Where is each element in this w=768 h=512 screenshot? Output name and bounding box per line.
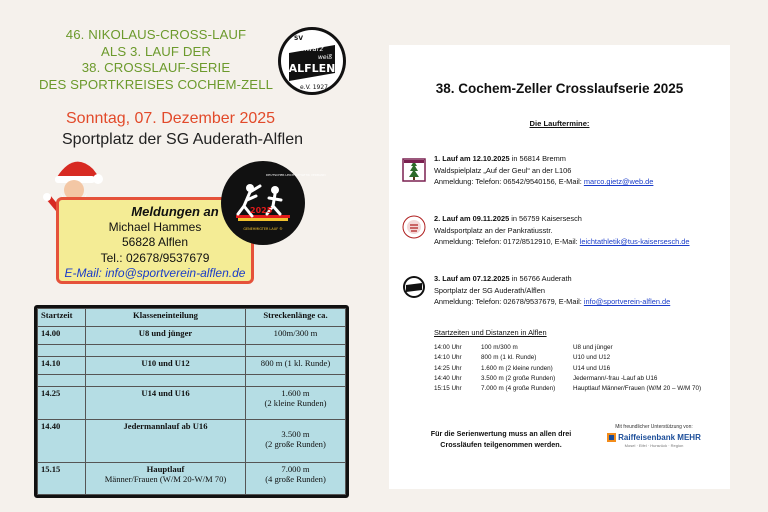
dlv-org: DEUTSCHER LEICHTATHLETIK VERBAND	[266, 173, 326, 177]
list-item: 14:10 Uhr 800 m (1 kl. Runde) U10 und U12	[434, 354, 611, 362]
race-1-venue: Waldspielplatz „Auf der Geul“ an der L106	[434, 165, 572, 175]
event-date: Sonntag, 07. Dezember 2025	[66, 110, 276, 127]
table-row	[38, 357, 346, 375]
list-item: 14:00 Uhr 100 m/300 m U8 und jünger	[434, 344, 613, 351]
race-1	[434, 153, 653, 188]
dlv-year: 2025	[250, 206, 273, 215]
table-row	[38, 419, 346, 462]
bremm-crest-icon	[402, 158, 426, 182]
table-spacer	[38, 375, 346, 387]
race-2	[434, 213, 690, 248]
registration-phone: Tel.: 02678/9537679	[100, 250, 210, 265]
bank-tagline: Mosel · Eifel · Hunsrück · Region	[624, 443, 684, 448]
header-start: Startzeit	[38, 309, 86, 327]
event-venue: Sportplatz der SG Auderath-Alflen	[62, 131, 304, 148]
times-heading: Startzeiten und Distanzen in Alflen	[434, 328, 547, 337]
row-distance-note: (2 große Runden)	[265, 438, 326, 449]
kaisersesch-logo-icon	[402, 215, 426, 239]
table-row	[38, 462, 346, 494]
sponsor-block	[599, 424, 709, 448]
race-3-venue: Sportplatz der SG Auderath/Alflen	[434, 285, 545, 295]
row-distance	[246, 462, 346, 494]
list-item: 15:15 Uhr 7.000 m (4 große Runden) Hauptlauf Männer/Frauen (W/M 20 – W/M 70)	[434, 385, 702, 393]
event-title	[30, 27, 282, 93]
row-class: U8 und jünger	[86, 327, 246, 345]
club-logo	[277, 23, 347, 99]
row-time: 14.00	[38, 327, 86, 345]
registration-city: 56828 Alflen	[121, 235, 189, 249]
row-class-main: Hauptlauf	[146, 463, 185, 474]
schedule-table	[34, 305, 349, 498]
registration-name: Michael Hammes	[108, 219, 202, 234]
table-header-row	[38, 309, 346, 327]
series-note: Für die Serienwertung muss an allen drei Crossläufen teilgenommen werden.	[430, 429, 572, 449]
bank-logo	[599, 433, 709, 442]
row-class: Jedermannlauf ab U16	[86, 419, 246, 462]
table-row	[38, 387, 346, 419]
panel-title: 38. Cochem-Zeller Crosslaufserie 2025	[435, 81, 684, 96]
row-time: 14.10	[38, 357, 86, 375]
dlv-badge	[220, 160, 326, 246]
row-distance	[246, 419, 346, 462]
sponsor-label: Mit freundlicher Unterstützung von:	[615, 424, 693, 430]
club-logo-line2: weiß	[317, 54, 333, 61]
row-distance: 100m/300 m	[246, 327, 346, 345]
row-class	[86, 462, 246, 494]
list-item: 14:25 Uhr 1.600 m (2 kleine runden) U14 und U16	[434, 364, 611, 372]
times-list	[434, 343, 723, 394]
table-spacer	[38, 345, 346, 357]
race-3-email-link[interactable]: info@sportverein-alflen.de	[583, 297, 671, 307]
race-1-head: 1. Lauf am 12.10.2025 in 56814 Bremm	[434, 154, 566, 163]
title-line: 46. NIKOLAUS-CROSS-LAUF	[65, 27, 247, 42]
registration-email[interactable]: E-Mail: info@sportverein-alflen.de	[64, 266, 246, 280]
title-line: ALS 3. LAUF DER	[101, 43, 211, 59]
row-distance-main: 7.000 m	[281, 463, 310, 474]
club-logo-line1: schwarz	[294, 45, 324, 53]
row-distance-main: 3.500 m	[281, 428, 310, 439]
bank-icon	[607, 433, 616, 442]
row-class-note: Männer/Frauen (W/M 20-W/M 70)	[104, 473, 227, 484]
race-3-head: 3. Lauf am 07.12.2025 in 56766 Auderath	[434, 274, 572, 283]
series-panel	[389, 45, 730, 489]
club-logo-name: ALFLEN	[288, 62, 336, 75]
panel-subtitle: Die Lauftermine:	[529, 119, 590, 128]
registration-heading: Meldungen an	[131, 204, 219, 219]
club-logo-founded: e.V. 1927	[299, 84, 329, 91]
row-distance-main: 1.600 m	[281, 388, 310, 399]
row-time: 15.15	[38, 462, 86, 494]
row-time: 14.40	[38, 419, 86, 462]
row-distance	[246, 387, 346, 419]
row-time: 14.25	[38, 387, 86, 419]
race-2-email-link[interactable]: leichtathletik@tus-kaisersesch.de	[579, 237, 690, 247]
bank-name: Raiffeisenbank MEHR	[618, 433, 701, 442]
race-2-head: 2. Lauf am 09.11.2025 in 56759 Kaisersesch	[434, 214, 582, 223]
row-distance: 800 m (1 kl. Runde)	[246, 357, 346, 375]
header-class: Klasseneinteilung	[86, 309, 246, 327]
title-line: DES SPORTKREISES COCHEM-ZELL	[38, 76, 274, 92]
race-3-contact: Anmeldung: Telefon: 02678/9537679, E-Mail: info@sportverein-alflen.de	[434, 297, 671, 307]
row-distance-note: (2 kleine Runden)	[264, 398, 327, 409]
header-distance: Streckenlänge ca.	[246, 309, 346, 327]
race-1-email-link[interactable]: marco.gietz@web.de	[583, 177, 654, 187]
dlv-label: GENEHMIGTER LAUF ®	[243, 227, 283, 231]
row-class: U14 und U16	[86, 387, 246, 419]
table-row	[38, 327, 346, 345]
race-2-venue: Waldsportplatz an der Pankratiusstr.	[434, 225, 553, 235]
race-2-contact: Anmeldung: Telefon: 0172/8512910, E-Mail: leichtathletik@tus-kaisersesch.de	[434, 237, 690, 247]
row-class: U10 und U12	[86, 357, 246, 375]
title-line: 38. CROSSLAUF-SERIE	[81, 60, 231, 75]
alflen-logo-icon	[402, 275, 426, 299]
race-3	[434, 273, 670, 308]
race-1-contact: Anmeldung: Telefon: 06542/9540156, E-Mail: marco.gietz@web.de	[434, 177, 654, 187]
list-item: 14:40 Uhr 3.500 m (2 große Runden) Jedermann/-frau -Lauf ab U16	[434, 374, 658, 382]
row-distance-note: (4 große Runden)	[265, 473, 326, 484]
club-logo-top: SV	[294, 35, 303, 42]
